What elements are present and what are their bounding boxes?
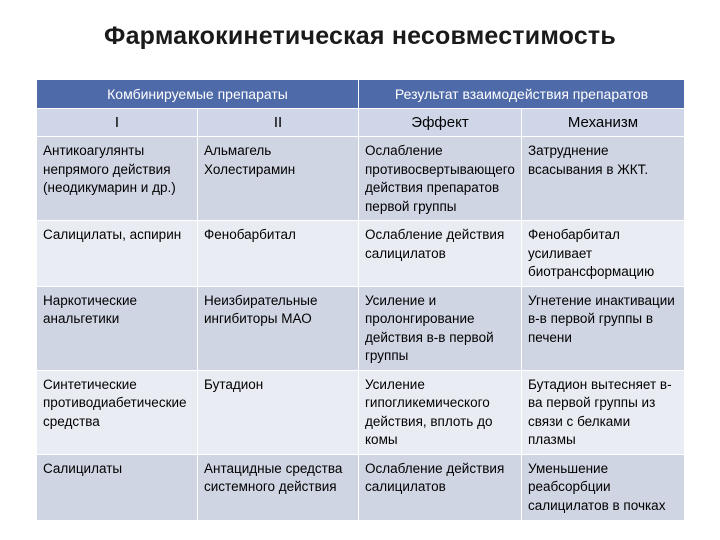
table-row bbox=[37, 137, 685, 221]
cell-drug-1: Синтетические противодиабетические средства bbox=[37, 370, 198, 454]
cell-drug-1: Салицилаты, аспирин bbox=[37, 221, 198, 287]
cell-drug-2: Неизбирательные ингибиторы МАО bbox=[198, 286, 359, 370]
cell-mechanism: Бутадион вытесняет в-ва первой группы из связи с белками плазмы bbox=[522, 370, 685, 454]
header-effect: Эффект bbox=[359, 109, 522, 137]
header-group-2: II bbox=[198, 109, 359, 137]
table-subheader-row bbox=[37, 109, 685, 137]
cell-drug-2: Альмагель Холестирамин bbox=[198, 137, 359, 221]
cell-drug-1: Салицилаты bbox=[37, 454, 198, 520]
header-combined-drugs: Комбинируемые препараты bbox=[37, 80, 359, 109]
cell-effect: Ослабление действия салицилатов bbox=[359, 221, 522, 287]
table-row bbox=[37, 454, 685, 520]
cell-drug-2: Бутадион bbox=[198, 370, 359, 454]
cell-effect: Ослабление действия салицилатов bbox=[359, 454, 522, 520]
cell-drug-2: Антацидные средства системного действия bbox=[198, 454, 359, 520]
table-row bbox=[37, 221, 685, 287]
cell-effect: Усиление и пролонгирование действия в-в первой группы bbox=[359, 286, 522, 370]
header-group-1: I bbox=[37, 109, 198, 137]
page-title: Фармакокинетическая несовместимость bbox=[104, 22, 616, 50]
cell-drug-1: Наркотические анальгетики bbox=[37, 286, 198, 370]
table-row bbox=[37, 286, 685, 370]
cell-mechanism: Фенобарбитал усиливает биотрансформацию bbox=[522, 221, 685, 287]
cell-drug-1: Антикоагулянты непрямого действия (неодикумарин и др.) bbox=[37, 137, 198, 221]
header-interaction-result: Результат взаимодействия препаратов bbox=[359, 80, 685, 109]
cell-effect: Усиление гипогликемического действия, вплоть до комы bbox=[359, 370, 522, 454]
cell-mechanism: Затруднение всасывания в ЖКТ. bbox=[522, 137, 685, 221]
table-header-row bbox=[37, 80, 685, 109]
table-row bbox=[37, 370, 685, 454]
incompatibility-table bbox=[36, 79, 685, 521]
cell-mechanism: Угнетение инактивации в-в первой группы в печени bbox=[522, 286, 685, 370]
cell-effect: Ослабление противосвертывающего действия препаратов первой группы bbox=[359, 137, 522, 221]
cell-drug-2: Фенобарбитал bbox=[198, 221, 359, 287]
header-mechanism: Механизм bbox=[522, 109, 685, 137]
cell-mechanism: Уменьшение реабсорбции салицилатов в почках bbox=[522, 454, 685, 520]
